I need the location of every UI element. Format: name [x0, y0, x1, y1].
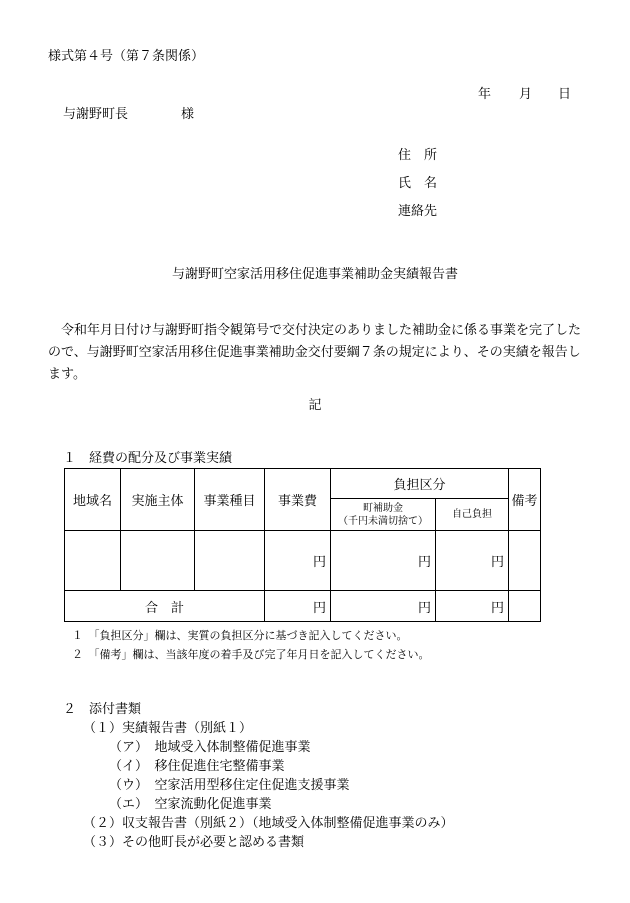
total-self-yen: 円: [436, 591, 509, 622]
cell-type: [195, 531, 265, 591]
body-text: 令和年月日付け与謝野町指令観第号で交付決定のありました補助金に係る事業を完了したので、与謝野町空家活用移住促進事業補助金交付要綱７条の規定により、その実績を報告します。: [48, 323, 582, 382]
document-title: 与謝野町空家活用移住促進事業補助金実績報告書: [171, 267, 458, 282]
address-label: 住 所: [398, 148, 438, 163]
ki-mark: 記: [308, 398, 322, 413]
cell-remarks: [509, 531, 541, 591]
date-day: 日: [558, 87, 572, 102]
name-label: 氏 名: [398, 176, 438, 191]
applicant-block: [398, 148, 437, 232]
header-town-subsidy: [331, 499, 436, 531]
total-remarks: [509, 591, 541, 622]
cell-region: [65, 531, 121, 591]
cell-self-yen: 円: [436, 531, 509, 591]
section2: [63, 700, 454, 852]
form-number: 様式第４号（第７条関係）: [48, 49, 205, 64]
contact-label: 連絡先: [398, 204, 438, 219]
total-subsidy-yen: 円: [331, 591, 436, 622]
date-year: 年: [478, 87, 492, 102]
section2-heading: ２ 添付書類: [63, 702, 142, 717]
expense-table: [64, 468, 541, 622]
addressee-name: 与謝野町長: [63, 107, 129, 122]
attachment-subitem: （エ） 空家流動化促進事業: [109, 797, 272, 812]
header-entity: 実施主体: [121, 469, 195, 531]
header-cost: 事業費: [265, 469, 331, 531]
header-remarks: 備考: [509, 469, 541, 531]
attachment-subitem: （ウ） 空家活用型移住定住促進支援事業: [109, 778, 350, 793]
note-1: １ 「負担区分」欄は、実質の負担区分に基づき記入してください。: [72, 629, 408, 642]
town-subsidy-label: 町補助金: [363, 502, 403, 514]
attachment-subitem: （ア） 地域受入体制整備促進事業: [109, 740, 311, 755]
header-burden: 負担区分: [331, 469, 509, 499]
total-row: [65, 591, 541, 622]
total-label: 合 計: [65, 591, 265, 622]
attachment-subitem: （イ） 移住促進住宅整備事業: [109, 759, 285, 774]
date-month: 月: [519, 87, 533, 102]
total-cost-yen: 円: [265, 591, 331, 622]
cell-entity: [121, 531, 195, 591]
addressee-honorific: 様: [181, 107, 195, 122]
town-subsidy-note: （千円未満切捨て）: [338, 515, 428, 527]
note-2: ２ 「備考」欄は、当該年度の着手及び完了年月日を記入してください。: [72, 648, 430, 661]
table-notes: [72, 626, 430, 664]
header-self-burden: 自己負担: [436, 499, 509, 531]
cell-subsidy-yen: 円: [331, 531, 436, 591]
attachment-item: （１）実績報告書（別紙１）: [83, 721, 253, 736]
header-type: 事業種目: [195, 469, 265, 531]
attachment-item: （３）その他町長が必要と認める書類: [83, 835, 305, 850]
section1-heading: １ 経費の配分及び事業実績: [63, 451, 233, 466]
attachment-item: （２）収支報告書（別紙２）（地域受入体制整備促進事業のみ）: [83, 816, 454, 831]
addressee: [63, 107, 195, 123]
header-region: 地域名: [65, 469, 121, 531]
table-row: [65, 531, 541, 591]
cell-cost-yen: 円: [265, 531, 331, 591]
